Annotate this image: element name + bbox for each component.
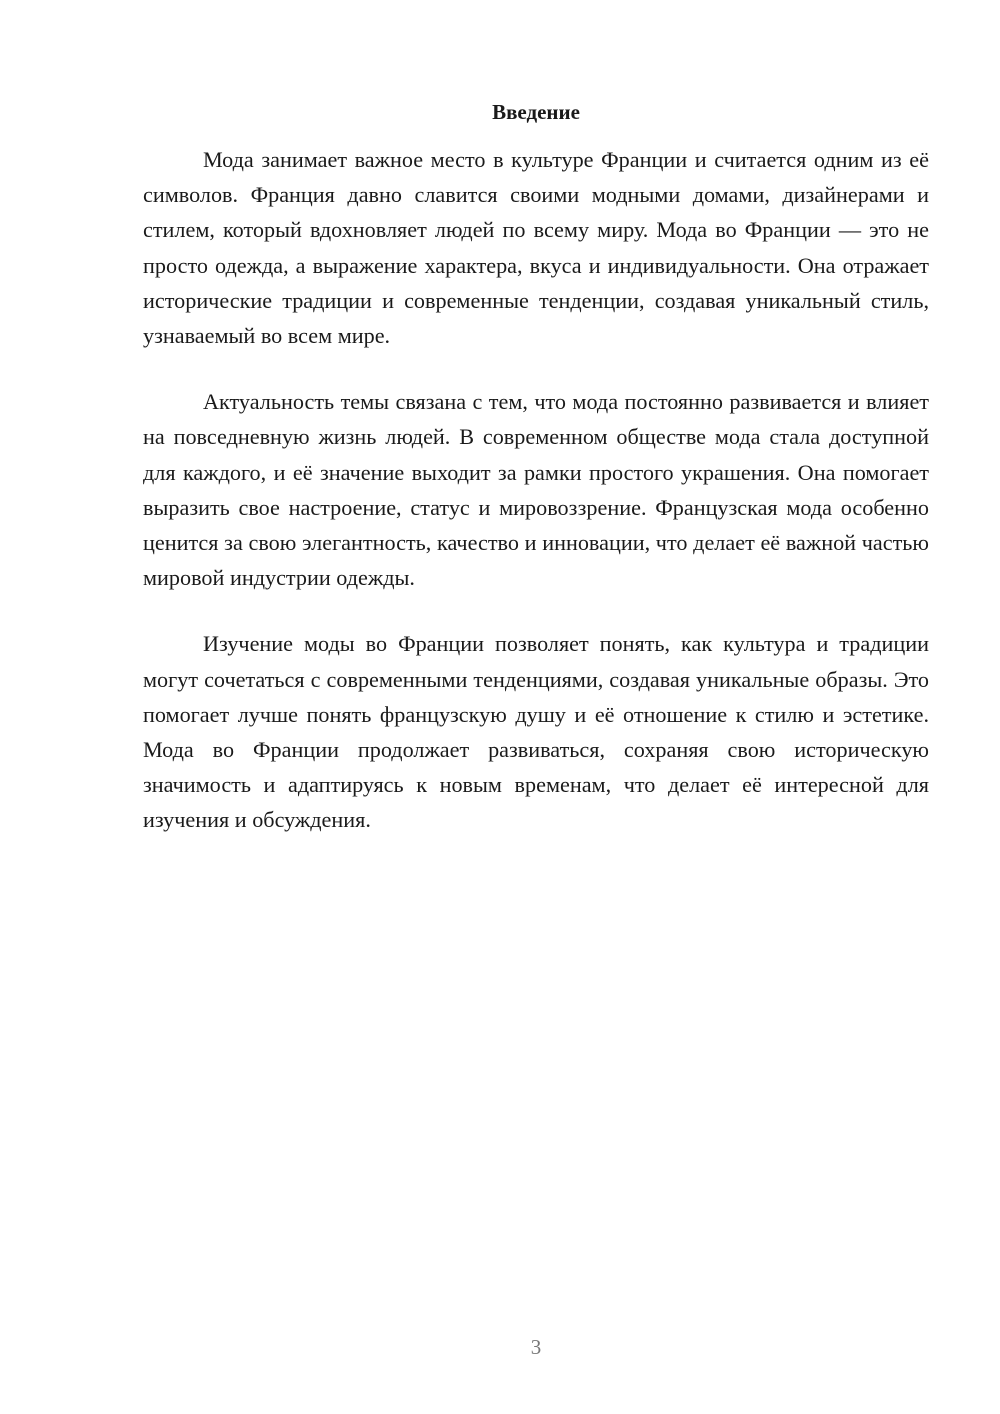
document-body (143, 142, 929, 869)
section-heading: Введение (492, 100, 580, 124)
page-number: 3 (530, 1335, 542, 1359)
paragraph-introduction: Мода занимает важное место в культуре Франции и считается одним из её символов. Франция давно славится своими модными домами, дизайнерами и стилем, который вдохновляет людей по всему миру. Мода во Франции — это не просто одежда, а выражение характера, вкуса и индивидуальности. Она отражает исторические традиции и современные тенденции, создавая уникальный стиль, узнаваемый во всем мире. (143, 147, 929, 349)
paragraph-relevance: Актуальность темы связана с тем, что мода постоянно развивается и влияет на повседневную жизнь людей. В современном обществе мода стала доступной для каждого, и её значение выходит за рамки простого украшения. Она помогает выразить свое настроение, статус и мировоззрение. Французская мода особенно ценится за свою элегантность, качество и инновации, что делает её важной частью мировой индустрии одежды. (143, 389, 929, 591)
paragraph-study: Изучение моды во Франции позволяет понять, как культура и традиции могут сочетаться с современными тенденциями, создавая уникальные образы. Это помогает лучше понять французскую душу и её отношение к стилю и эстетике. Мода во Франции продолжает развиваться, сохраняя свою историческую значимость и адаптируясь к новым временам, что делает её интересной для изучения и обсуждения. (143, 631, 929, 833)
